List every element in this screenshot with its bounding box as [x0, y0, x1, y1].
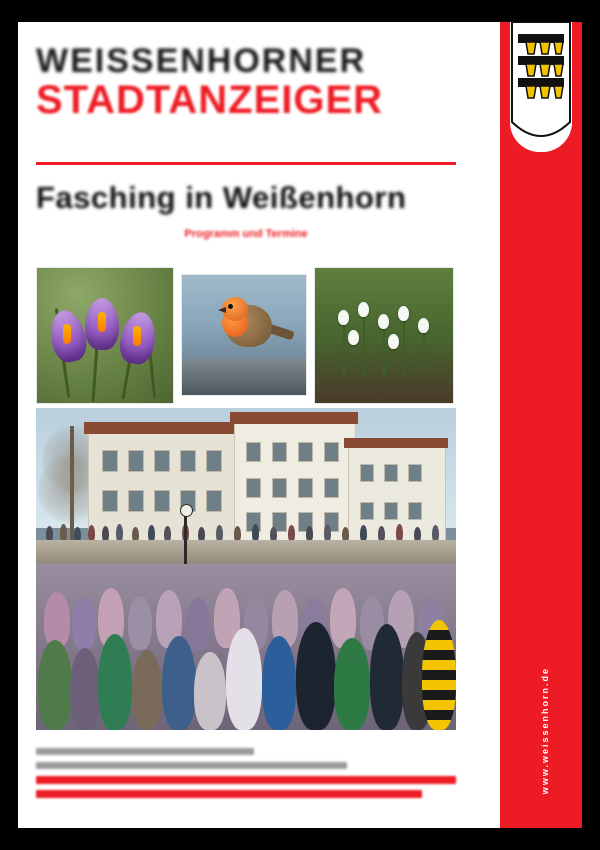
headline-block [36, 180, 456, 240]
footer-info-block [36, 748, 456, 804]
snowdrops-photo [314, 267, 454, 404]
info-highlight-2 [36, 790, 422, 798]
masthead-divider [36, 162, 456, 165]
website-url[interactable]: www.weissenhorn.de [540, 666, 550, 794]
masthead-title-line2: STADTANZEIGER [36, 78, 384, 122]
info-line-1 [36, 748, 254, 755]
masthead [36, 44, 456, 120]
cover-headline: Fasching in Weißenhorn [36, 180, 407, 215]
carnival-photo [36, 408, 456, 730]
info-highlight-1 [36, 776, 456, 784]
info-line-2 [36, 762, 347, 769]
weissenhorn-coat-of-arms-icon [510, 22, 572, 152]
robin-photo [181, 274, 307, 396]
photo-strip [36, 267, 456, 402]
crocus-photo [36, 267, 174, 404]
masthead-title-line1: WEISSENHORNER [36, 42, 367, 80]
cover-subheadline: Programm und Termine [184, 227, 308, 240]
paper-sheet [18, 22, 582, 828]
